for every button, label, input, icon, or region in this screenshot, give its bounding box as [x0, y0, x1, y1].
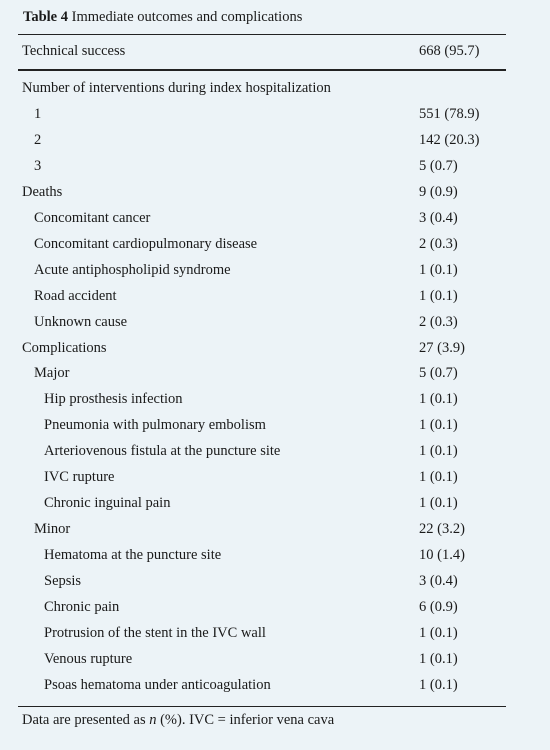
row-value: 10 (1.4)	[419, 547, 465, 564]
row-label: Acute antiphospholipid syndrome	[34, 261, 231, 278]
row-value: 1 (0.1)	[419, 261, 458, 278]
row-value: 1 (0.1)	[419, 469, 458, 486]
table-footnote	[22, 710, 334, 730]
row-value: 22 (3.2)	[419, 521, 465, 538]
row-label: Minor	[34, 521, 71, 538]
row-value: 1 (0.1)	[419, 391, 458, 408]
table-row	[0, 101, 550, 127]
row-label: 2	[34, 131, 42, 148]
row-label: Pneumonia with pulmonary embolism	[44, 417, 266, 434]
table-row	[0, 75, 550, 101]
bottom-rule	[18, 706, 506, 707]
header-rule	[18, 69, 506, 71]
row-label: Number of interventions during index hospitalization	[22, 80, 331, 96]
table-number: Table 4	[23, 9, 68, 25]
table-row	[0, 205, 550, 231]
table-row	[0, 360, 550, 386]
row-value: 1 (0.1)	[419, 417, 458, 434]
row-label: Unknown cause	[34, 313, 128, 330]
row-label: Protrusion of the stent in the IVC wall	[44, 624, 266, 641]
row-label: Deaths	[22, 183, 63, 200]
row-value: 9 (0.9)	[419, 183, 458, 200]
row-label: Venous rupture	[44, 650, 133, 667]
header-row-label: Technical success	[22, 43, 126, 59]
table-row	[0, 231, 550, 257]
row-label: Hematoma at the puncture site	[44, 547, 222, 564]
row-label: Arteriovenous fistula at the puncture site	[44, 443, 281, 460]
row-label: IVC rupture	[44, 469, 115, 486]
row-value: 2 (0.3)	[419, 235, 458, 252]
table-title: Immediate outcomes and complications	[71, 9, 303, 25]
table-row	[0, 412, 550, 438]
table-row	[0, 516, 550, 542]
table-row	[0, 309, 550, 335]
row-label: Sepsis	[44, 573, 82, 589]
table-row	[0, 620, 550, 646]
row-label: Chronic pain	[44, 599, 120, 615]
table-row	[0, 257, 550, 283]
table-row	[0, 672, 550, 698]
row-value: 6 (0.9)	[419, 599, 458, 615]
table-row	[0, 438, 550, 464]
table-row	[0, 179, 550, 205]
row-label: 1	[34, 106, 42, 122]
table-row	[0, 127, 550, 153]
row-value: 1 (0.1)	[419, 495, 458, 512]
table-row	[0, 568, 550, 594]
table-row	[0, 153, 550, 179]
row-label: Chronic inguinal pain	[44, 495, 171, 512]
row-value: 1 (0.1)	[419, 650, 458, 667]
table-row	[0, 464, 550, 490]
table-row	[0, 283, 550, 309]
row-value: 2 (0.3)	[419, 313, 458, 330]
row-value: 1 (0.1)	[419, 443, 458, 460]
table-caption	[23, 8, 302, 26]
row-label: Concomitant cancer	[34, 209, 151, 226]
row-label: Complications	[22, 339, 107, 356]
top-rule	[18, 34, 506, 35]
table-row	[0, 542, 550, 568]
footnote-prefix: Data are presented as	[22, 712, 150, 728]
header-row-value: 668 (95.7)	[419, 43, 480, 59]
table-row	[0, 646, 550, 672]
table-row	[0, 594, 550, 620]
table-row	[0, 386, 550, 412]
table-row	[0, 490, 550, 516]
row-value: 1 (0.1)	[419, 624, 458, 641]
row-label: Psoas hematoma under anticoagulation	[44, 676, 271, 693]
footnote-suffix: (%). IVC = inferior vena cava	[156, 712, 335, 728]
header-row	[0, 38, 550, 64]
row-value: 1 (0.1)	[419, 287, 458, 304]
row-value: 5 (0.7)	[419, 365, 458, 382]
row-value: 142 (20.3)	[419, 131, 480, 148]
row-label: 3	[34, 157, 42, 174]
row-value: 1 (0.1)	[419, 676, 458, 693]
footnote-italic: n	[149, 712, 157, 728]
row-value: 3 (0.4)	[419, 209, 458, 226]
row-value: 5 (0.7)	[419, 157, 458, 174]
row-value: 3 (0.4)	[419, 573, 458, 589]
row-label: Hip prosthesis infection	[44, 391, 183, 408]
row-label: Major	[34, 365, 70, 382]
row-label: Concomitant cardiopulmonary disease	[34, 235, 258, 252]
table-row	[0, 335, 550, 361]
row-value: 27 (3.9)	[419, 339, 465, 356]
row-label: Road accident	[34, 287, 117, 304]
row-value: 551 (78.9)	[419, 106, 480, 122]
